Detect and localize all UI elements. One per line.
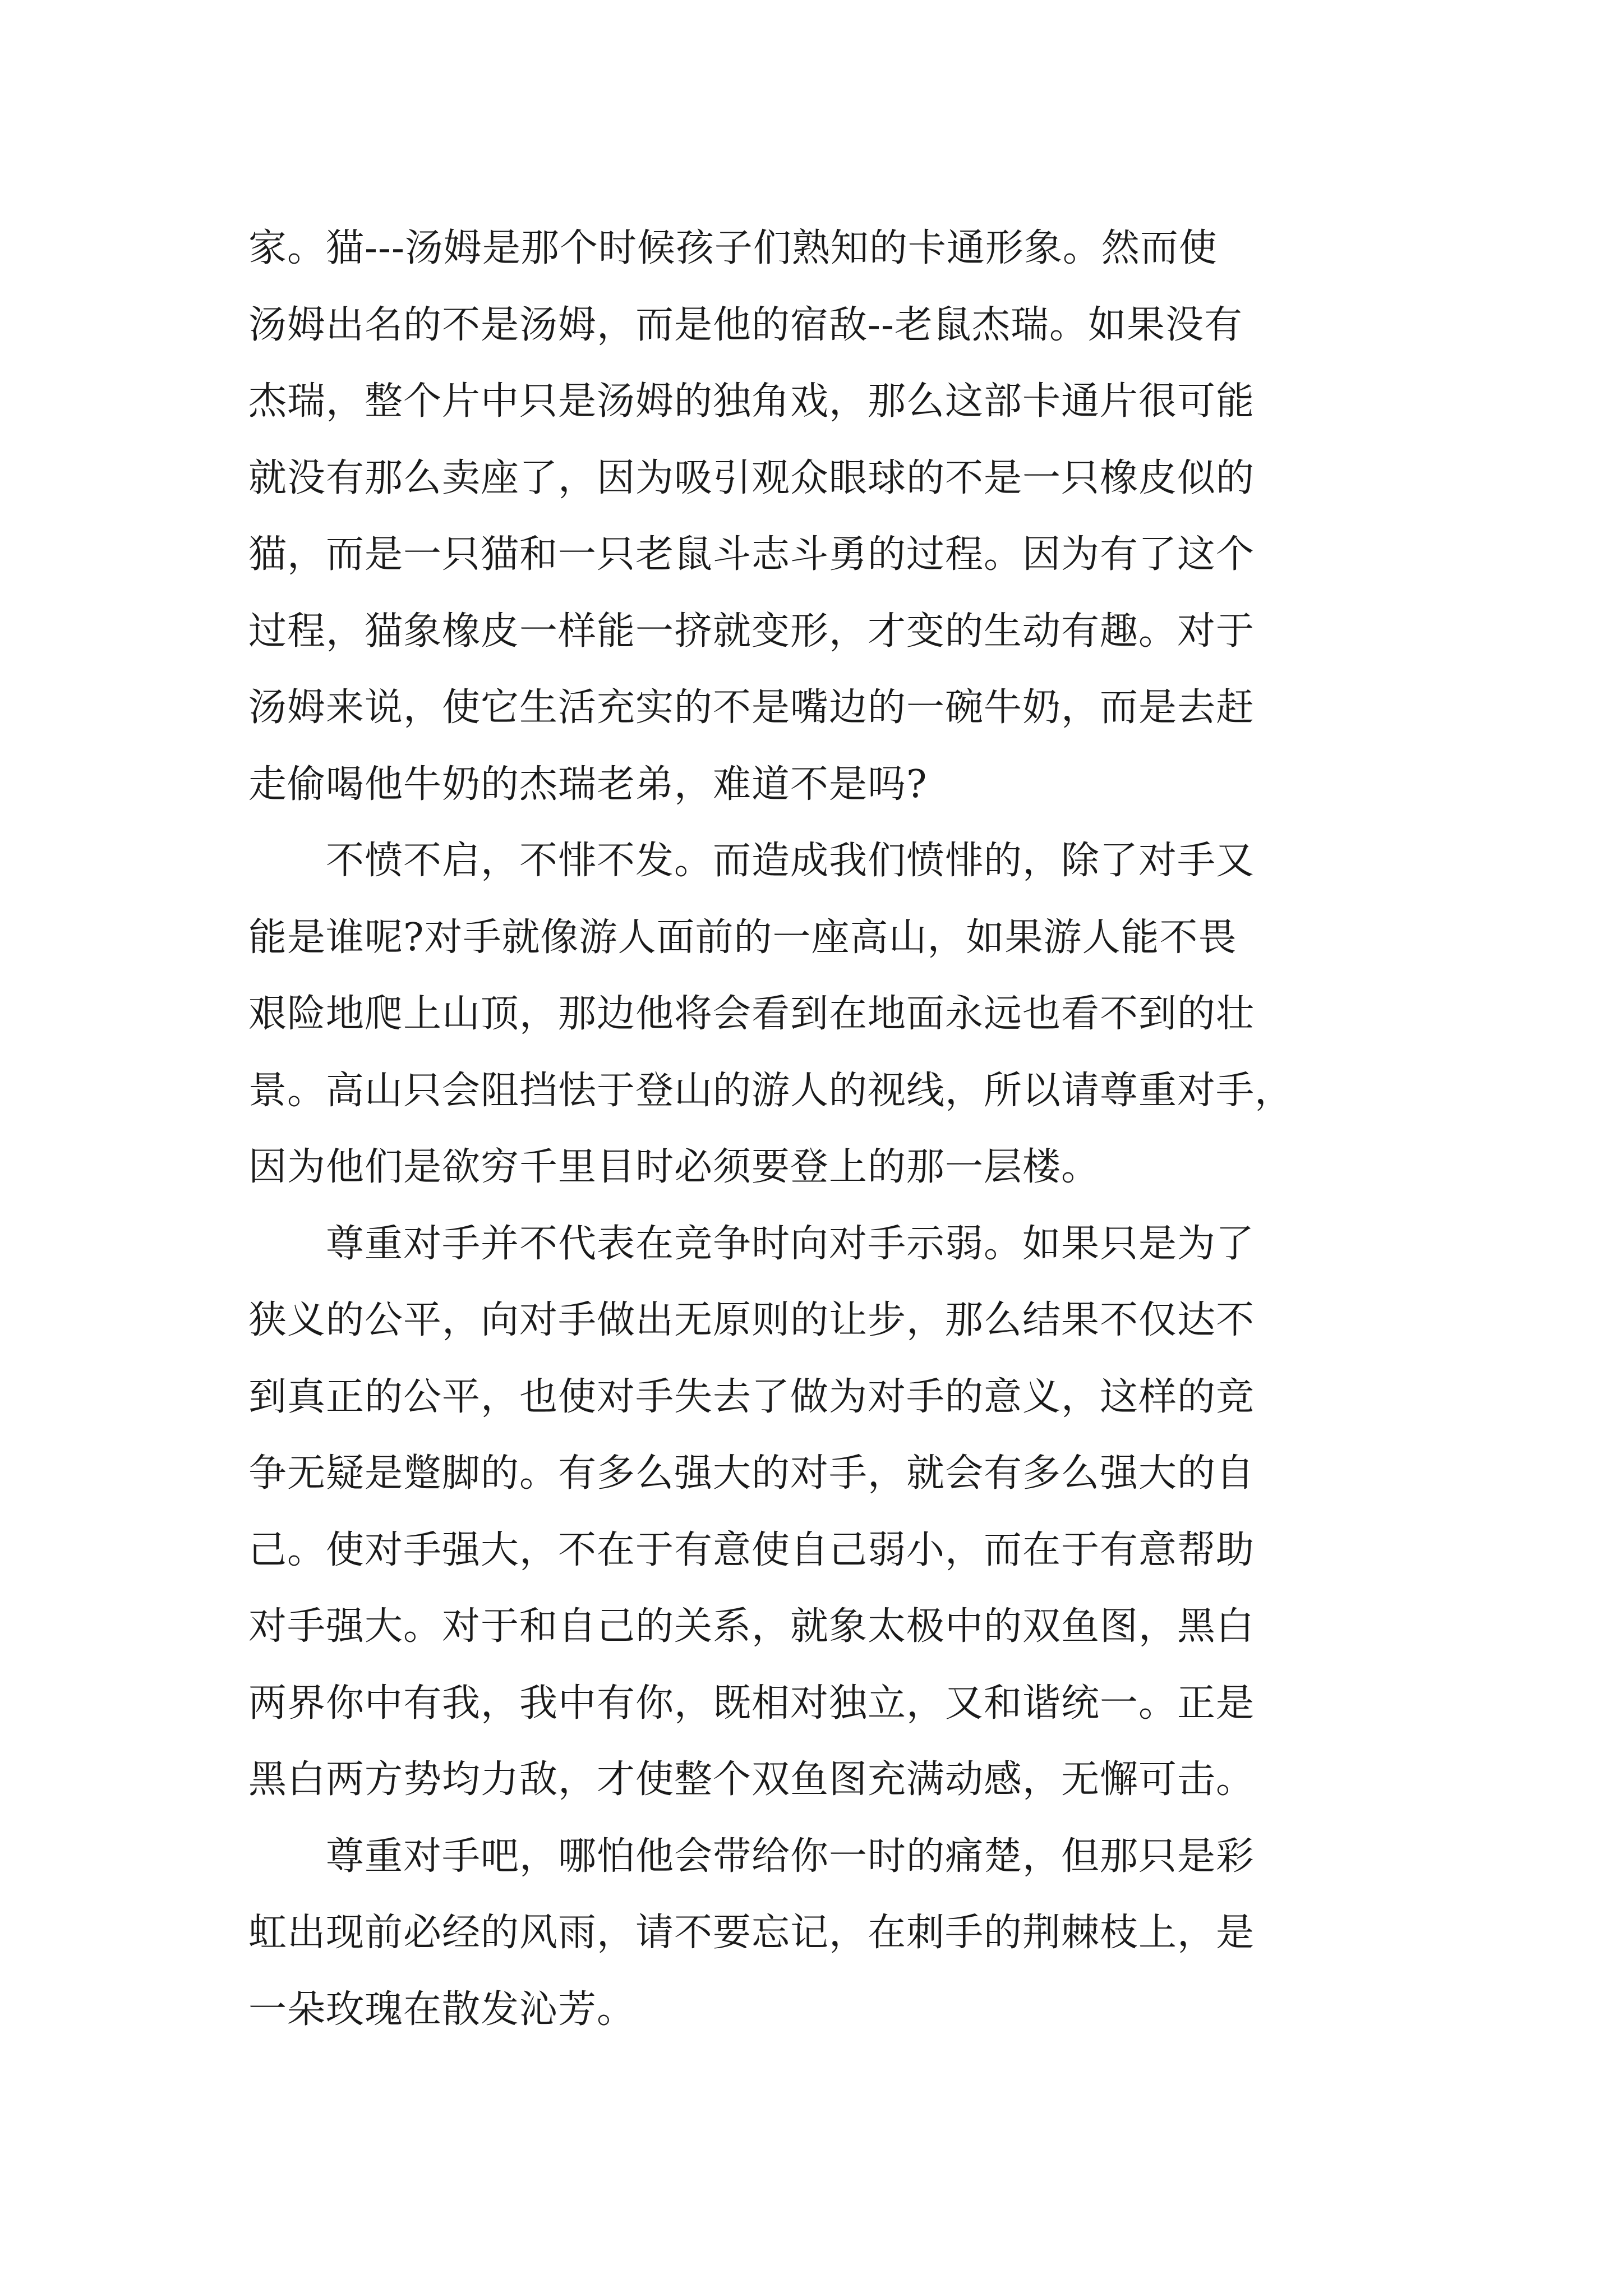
- text-line: 就没有那么卖座了，因为吸引观众眼球的不是一只橡皮似的: [248, 455, 1255, 500]
- text-line: 尊重对手并不代表在竞争时向对手示弱。如果只是为了: [248, 1221, 1255, 1266]
- text-line: 走偷喝他牛奶的杰瑞老弟，难道不是吗?: [248, 762, 928, 807]
- text-line: 一朵玫瑰在散发沁芳。: [248, 1987, 636, 2032]
- text-line: 能是谁呢?对手就像游人面前的一座高山，如果游人能不畏: [248, 915, 1237, 960]
- text-line: 家。猫---汤姆是那个时候孩子们熟知的卡通形象。然而使: [248, 226, 1218, 270]
- text-line: 两界你中有我，我中有你，既相对独立，又和谐统一。正是: [248, 1681, 1255, 1726]
- text-line: 狭义的公平，向对手做出无原则的让步，那么结果不仅达不: [248, 1298, 1255, 1342]
- text-line: 杰瑞，整个片中只是汤姆的独角戏，那么这部卡通片很可能: [248, 379, 1255, 424]
- text-line: 己。使对手强大，不在于有意使自己弱小，而在于有意帮助: [248, 1527, 1255, 1572]
- text-line: 汤姆来说，使它生活充实的不是嘴边的一碗牛奶，而是去赶: [248, 685, 1255, 730]
- text-line: 黑白两方势均力敌，才使整个双鱼图充满动感，无懈可击。: [248, 1757, 1255, 1802]
- text-line: 过程，猫象橡皮一样能一挤就变形，才变的生动有趣。对于: [248, 609, 1255, 654]
- text-line: 猫，而是一只猫和一只老鼠斗志斗勇的过程。因为有了这个: [248, 532, 1255, 577]
- text-line: 尊重对手吧，哪怕他会带给你一时的痛楚，但那只是彩: [248, 1834, 1255, 1879]
- text-line: 到真正的公平，也使对手失去了做为对手的意义，这样的竞: [248, 1374, 1255, 1419]
- text-line: 争无疑是蹩脚的。有多么强大的对手，就会有多么强大的自: [248, 1451, 1255, 1496]
- text-line: 对手强大。对于和自己的关系，就象太极中的双鱼图，黑白: [248, 1604, 1255, 1649]
- text-line: 不愤不启，不悱不发。而造成我们愤悱的，除了对手又: [248, 839, 1255, 883]
- text-line: 虹出现前必经的风雨，请不要忘记，在刺手的荆棘枝上，是: [248, 1911, 1255, 1955]
- text-line: 景。高山只会阻挡怯于登山的游人的视线，所以请尊重对手，: [248, 1068, 1294, 1113]
- text-line: 汤姆出名的不是汤姆，而是他的宿敌--老鼠杰瑞。如果没有: [248, 302, 1243, 347]
- essay-text: [248, 210, 1393, 2048]
- text-line: 因为他们是欲穷千里目时必须要登上的那一层楼。: [248, 1145, 1100, 1189]
- text-line: 艰险地爬上山顶，那边他将会看到在地面永远也看不到的壮: [248, 992, 1255, 1036]
